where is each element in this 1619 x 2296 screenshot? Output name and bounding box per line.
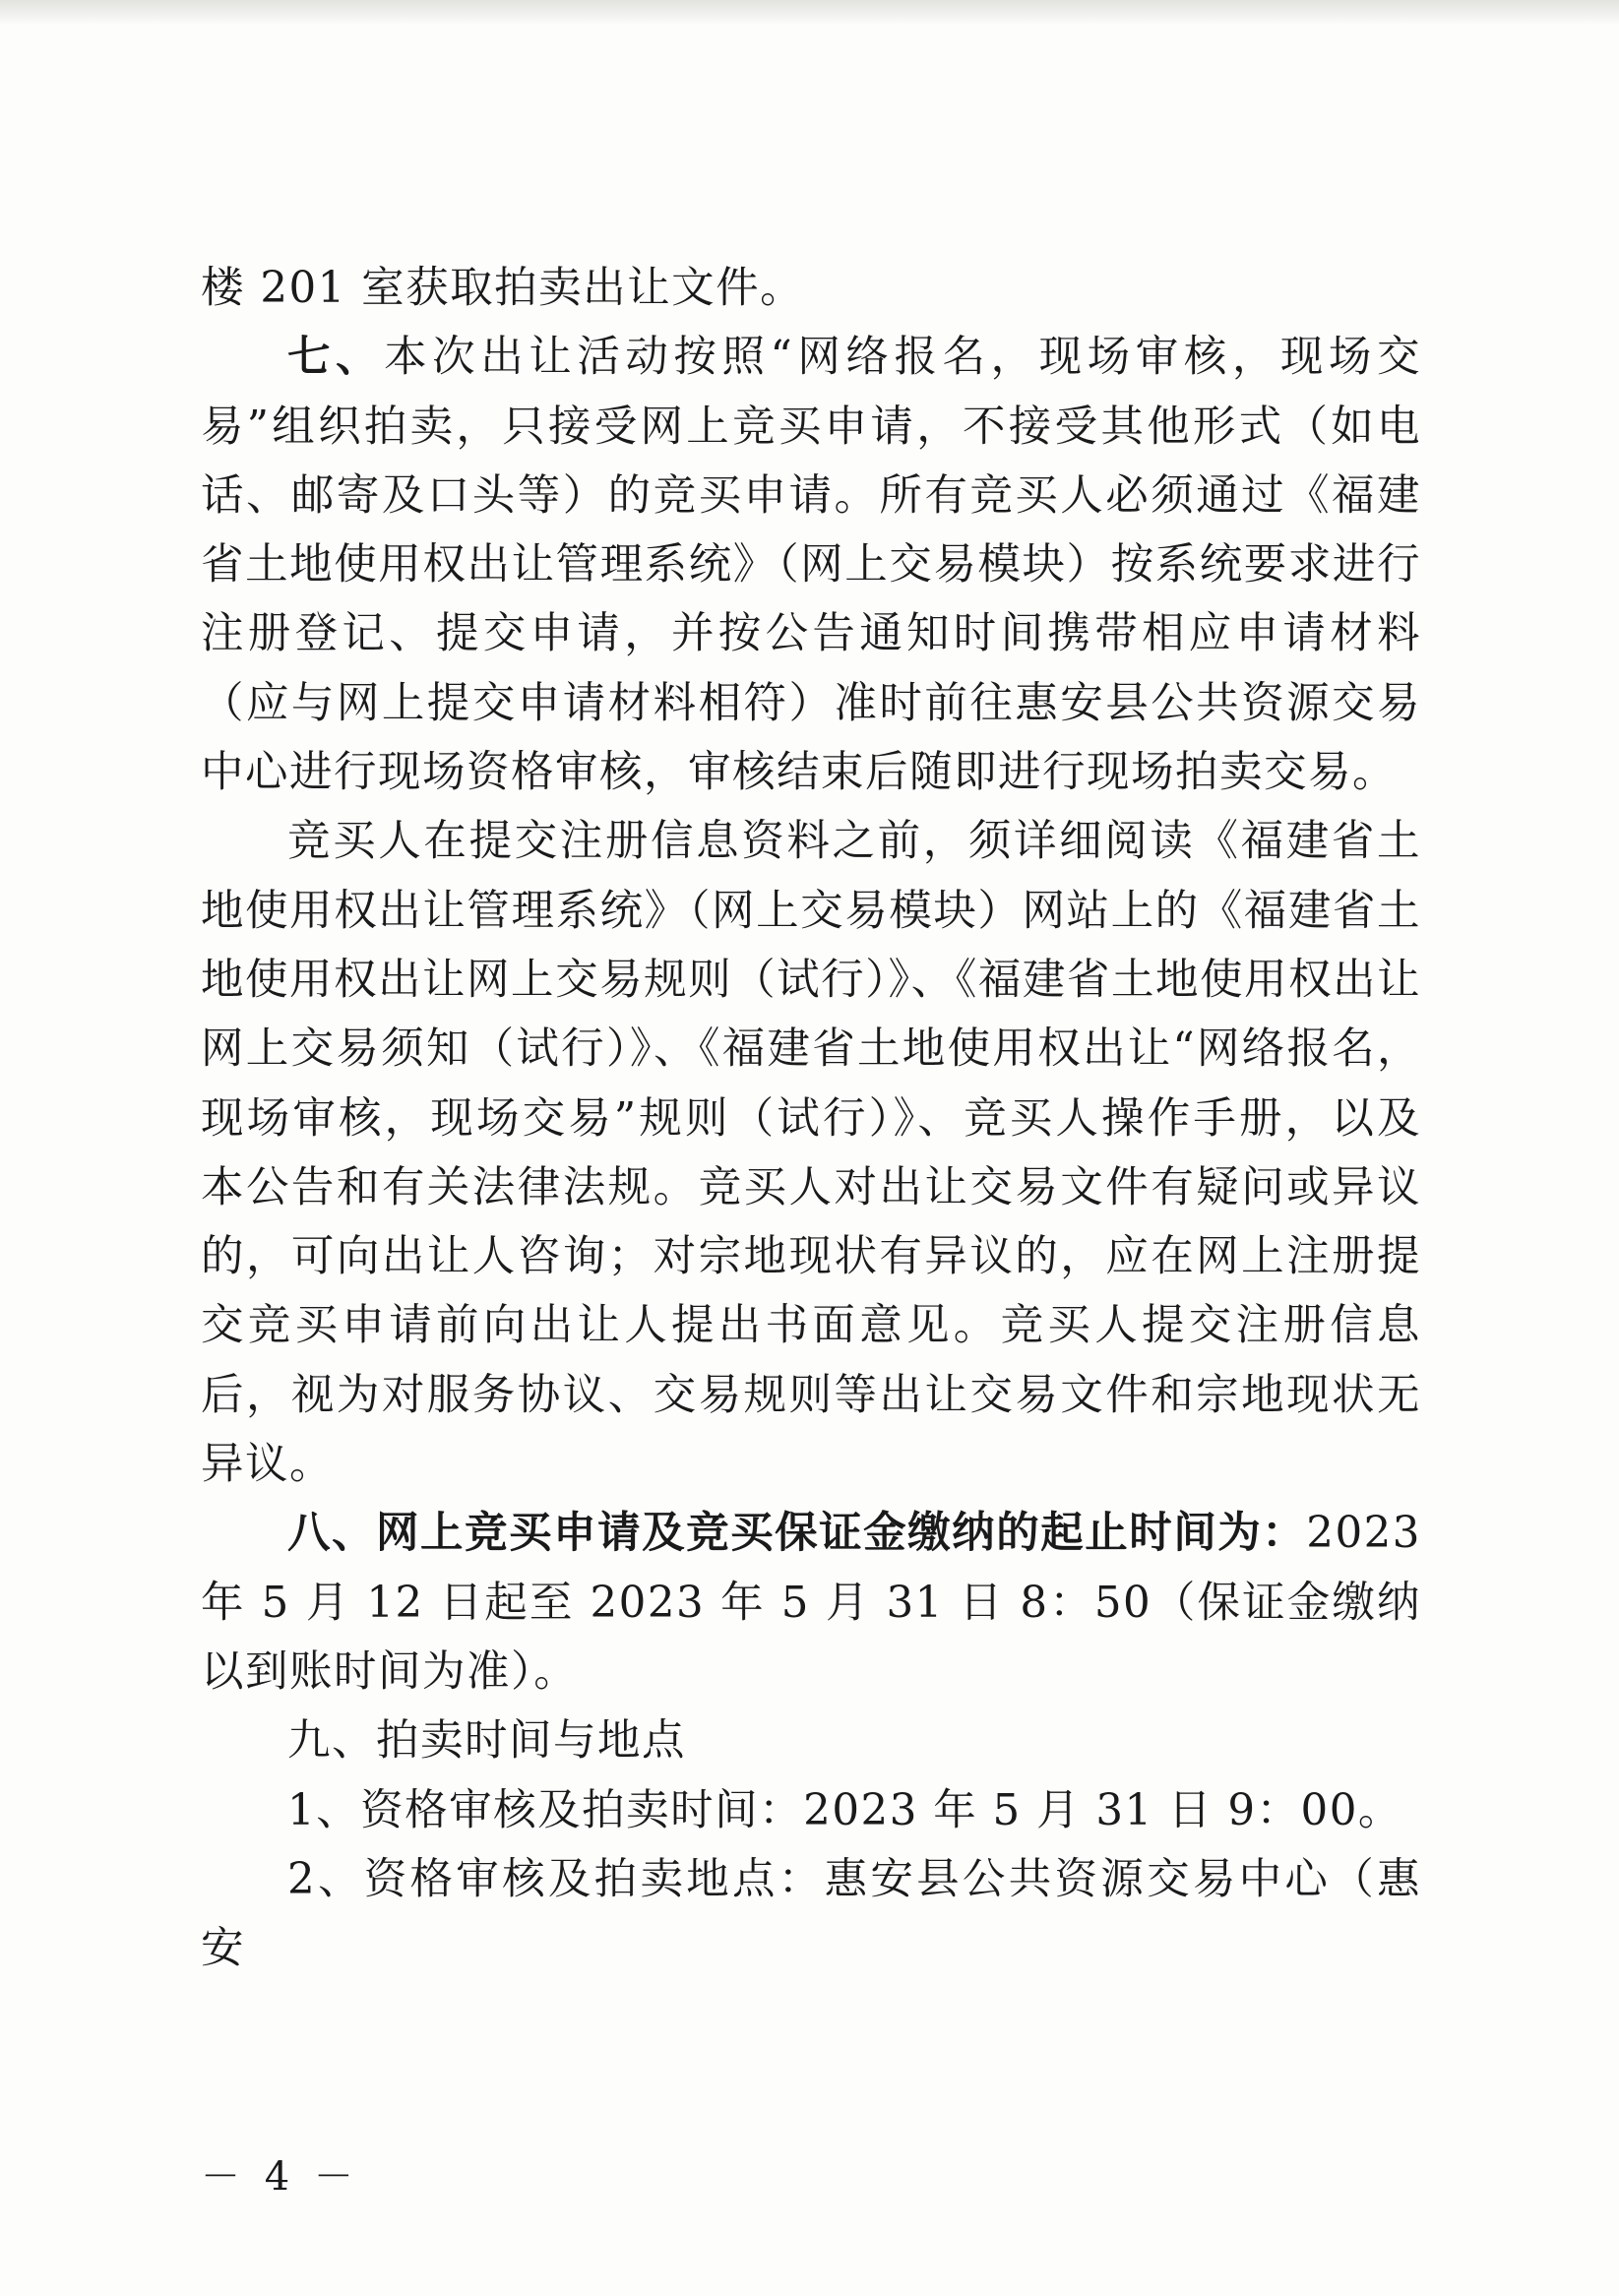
paragraph-section-7 [201, 323, 1421, 807]
section-9-heading: 九、拍卖时间与地点 [287, 1716, 686, 1767]
paragraph-text: 1、资格审核及拍卖时间：2023 年 5 月 31 日 9：00。 [287, 1785, 1402, 1835]
document-body [201, 254, 1421, 1983]
paragraph-text: 本次出让活动按照“网络报名，现场审核，现场交易”组织拍卖，只接受网上竞买申请，不接受其他形式（如电话、邮寄及口头等）的竞买申请。所有竞买人必须通过《福建省土地使用权出让管理系统》（网上交易模块）按系统要求进行注册登记、提交申请，并按公告通知时间携带相应申请材料（应与网上提交申请材料相符）准时前往惠安县公共资源交易中心进行现场资格审核，审核结束后随即进行现场拍卖交易。 [201, 333, 1421, 798]
scan-top-edge [0, 0, 1619, 26]
page-number: － 4 － [201, 2154, 359, 2200]
section-7-label: 七、 [287, 333, 385, 383]
paragraph-section-9 [201, 1706, 1421, 1775]
section-8-heading: 八、网上竞买申请及竞买保证金缴纳的起止时间为： [287, 1509, 1307, 1559]
paragraph-section-8 [201, 1499, 1421, 1706]
paragraph-text: 2023 年 5 月 12 日起至 2023 年 5 月 31 日 8：50（保证金缴纳以到账时间为准）。 [201, 1509, 1421, 1697]
paragraph-text: 2、资格审核及拍卖地点：惠安县公共资源交易中心（惠安 [201, 1854, 1421, 1974]
paragraph-item-2 [201, 1845, 1421, 1984]
paragraph-text: 楼 201 室获取拍卖出让文件。 [201, 264, 805, 313]
paragraph-bidder-notice [201, 807, 1421, 1499]
paragraph-text: 竞买人在提交注册信息资料之前，须详细阅读《福建省土地使用权出让管理系统》（网上交易模块）网站上的《福建省土地使用权出让网上交易规则（试行）》、《福建省土地使用权出让网上交易须知（试行）》、《福建省土地使用权出让“网络报名，现场审核，现场交易”规则（试行）》、竞买人操作手册，以及本公告和有关法律法规。竞买人对出让交易文件有疑问或异议的，可向出让人咨询；对宗地现状有异议的，应在网上注册提交竞买申请前向出让人提出书面意见。竞买人提交注册信息后，视为对服务协议、交易规则等出让交易文件和宗地现状无异议。 [201, 817, 1421, 1490]
paragraph-item-1 [201, 1776, 1421, 1845]
paragraph-continuation [201, 254, 1421, 323]
